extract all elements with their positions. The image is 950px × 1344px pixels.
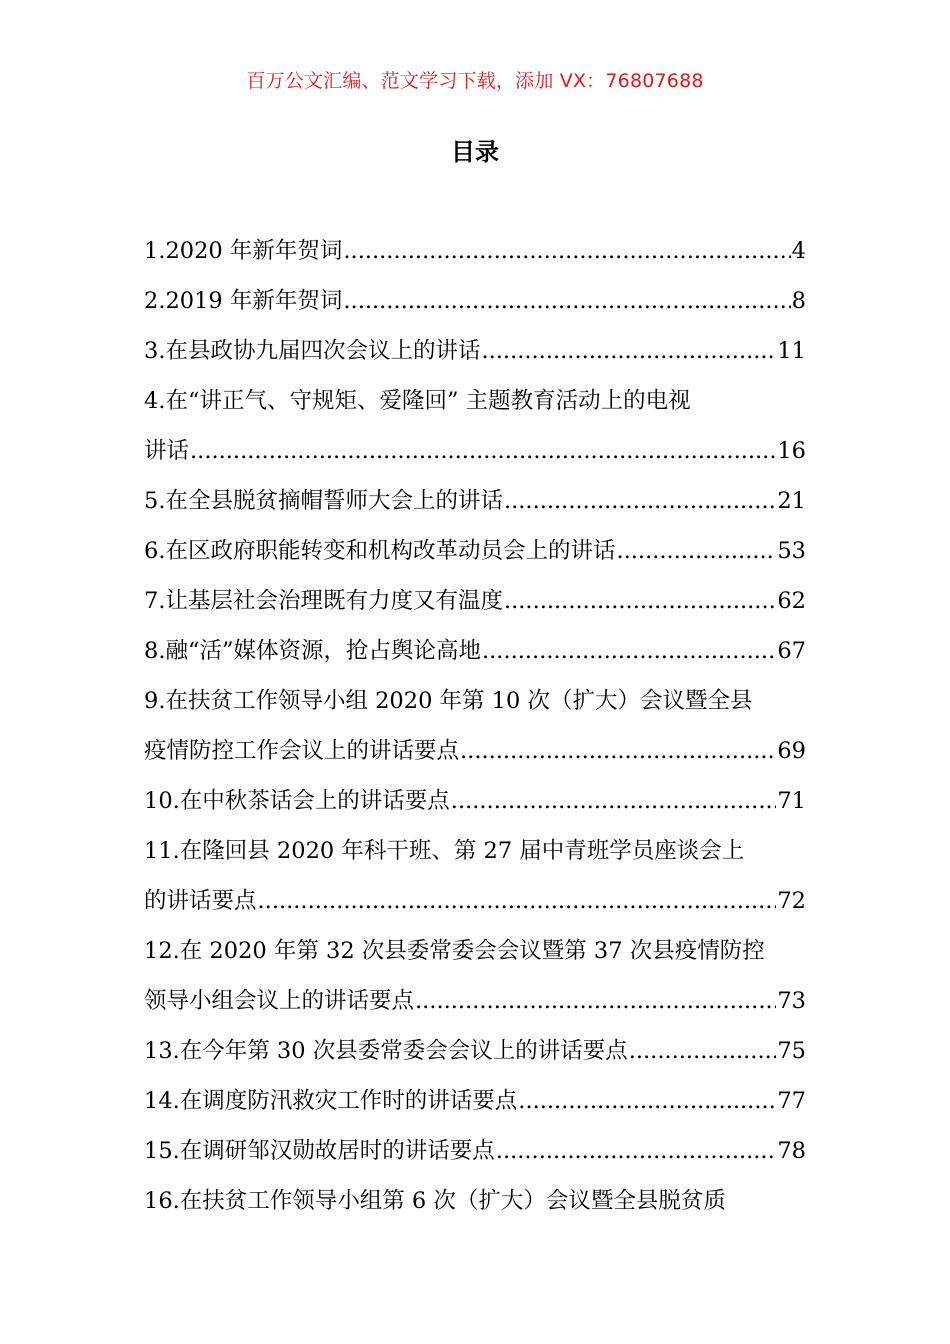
toc-entry[interactable]	[144, 1176, 806, 1226]
toc-page-number: 11	[777, 338, 806, 364]
toc-leader-dots	[190, 426, 776, 476]
toc-page-number: 72	[777, 888, 806, 914]
toc-entry[interactable]	[144, 476, 806, 526]
toc-entry[interactable]	[144, 1126, 806, 1176]
toc-leader-dots	[629, 1026, 777, 1076]
toc-page-number: 78	[777, 1138, 806, 1164]
toc-page-number: 8	[791, 288, 806, 314]
toc-entry[interactable]	[144, 876, 806, 926]
toc-leader-dots	[258, 876, 777, 926]
toc-leader-dots	[518, 1076, 776, 1126]
toc-entry-title: 领导小组会议上的讲话要点	[144, 988, 415, 1014]
table-of-contents	[144, 226, 806, 1226]
toc-entry-title: 3.在县政协九届四次会议上的讲话	[144, 338, 481, 364]
toc-page-number: 62	[777, 588, 806, 614]
toc-entry[interactable]	[144, 1076, 806, 1126]
toc-entry-title: 14.在调度防汛救灾工作时的讲话要点	[144, 1088, 518, 1114]
toc-entry-title: 11.在隆回县 2020 年科干班、第 27 届中青班学员座谈会上	[144, 838, 745, 864]
toc-leader-dots	[343, 226, 790, 276]
toc-page-number: 53	[777, 538, 806, 564]
toc-entry[interactable]	[144, 826, 806, 876]
toc-leader-dots	[482, 626, 776, 676]
toc-leader-dots	[460, 726, 776, 776]
toc-entry[interactable]	[144, 276, 806, 326]
toc-entry-title: 9.在扶贫工作领导小组 2020 年第 10 次（扩大）会议暨全县	[144, 688, 753, 714]
toc-page-number: 16	[777, 438, 806, 464]
toc-page-number: 21	[777, 488, 806, 514]
toc-leader-dots	[504, 476, 776, 526]
toc-entry-title: 2.2019 年新年贺词	[144, 288, 343, 314]
toc-leader-dots	[616, 526, 776, 576]
toc-leader-dots	[343, 276, 790, 326]
toc-entry[interactable]	[144, 976, 806, 1026]
toc-leader-dots	[481, 326, 776, 376]
toc-entry[interactable]	[144, 926, 806, 976]
toc-page-number: 75	[777, 1038, 806, 1064]
toc-entry[interactable]	[144, 526, 806, 576]
toc-leader-dots	[415, 976, 776, 1026]
toc-entry[interactable]	[144, 226, 806, 276]
toc-page-number: 67	[777, 638, 806, 664]
toc-entry-title: 1.2020 年新年贺词	[144, 238, 343, 264]
toc-entry[interactable]	[144, 1026, 806, 1076]
toc-entry[interactable]	[144, 426, 806, 476]
toc-entry[interactable]	[144, 676, 806, 726]
toc-entry-title: 10.在中秋茶话会上的讲话要点	[144, 788, 450, 814]
watermark-header: 百万公文汇编、范文学习下载，添加 VX：76807688	[246, 70, 704, 92]
toc-entry-title: 13.在今年第 30 次县委常委会会议上的讲话要点	[144, 1038, 628, 1064]
toc-entry[interactable]	[144, 326, 806, 376]
toc-entry-title: 5.在全县脱贫摘帽誓师大会上的讲话	[144, 488, 503, 514]
page-title: 目录	[451, 138, 499, 166]
toc-entry-title: 讲话	[144, 438, 190, 464]
toc-page-number: 4	[791, 238, 806, 264]
toc-entry-title: 7.让基层社会治理既有力度又有温度	[144, 588, 503, 614]
toc-page-number: 73	[777, 988, 806, 1014]
toc-entry[interactable]	[144, 776, 806, 826]
toc-entry-title: 8.融“活”媒体资源，抢占舆论高地	[144, 638, 481, 664]
toc-page-number: 71	[777, 788, 806, 814]
toc-entry[interactable]	[144, 626, 806, 676]
toc-entry-title: 16.在扶贫工作领导小组第 6 次（扩大）会议暨全县脱贫质	[144, 1188, 726, 1214]
toc-entry[interactable]	[144, 576, 806, 626]
toc-page-number: 69	[777, 738, 806, 764]
toc-entry-title: 12.在 2020 年第 32 次县委常委会会议暨第 37 次县疫情防控	[144, 938, 765, 964]
toc-entry-title: 4.在“讲正气、守规矩、爱隆回” 主题教育活动上的电视	[144, 388, 691, 414]
toc-entry-title: 6.在区政府职能转变和机构改革动员会上的讲话	[144, 538, 616, 564]
toc-entry-title: 疫情防控工作会议上的讲话要点	[144, 738, 460, 764]
toc-entry-title: 的讲话要点	[144, 888, 257, 914]
toc-page-number: 77	[777, 1088, 806, 1114]
toc-leader-dots	[504, 576, 776, 626]
toc-entry[interactable]	[144, 726, 806, 776]
toc-entry-title: 15.在调研邹汉勋故居时的讲话要点	[144, 1138, 495, 1164]
toc-leader-dots	[451, 776, 777, 826]
toc-entry[interactable]	[144, 376, 806, 426]
toc-leader-dots	[496, 1126, 777, 1176]
